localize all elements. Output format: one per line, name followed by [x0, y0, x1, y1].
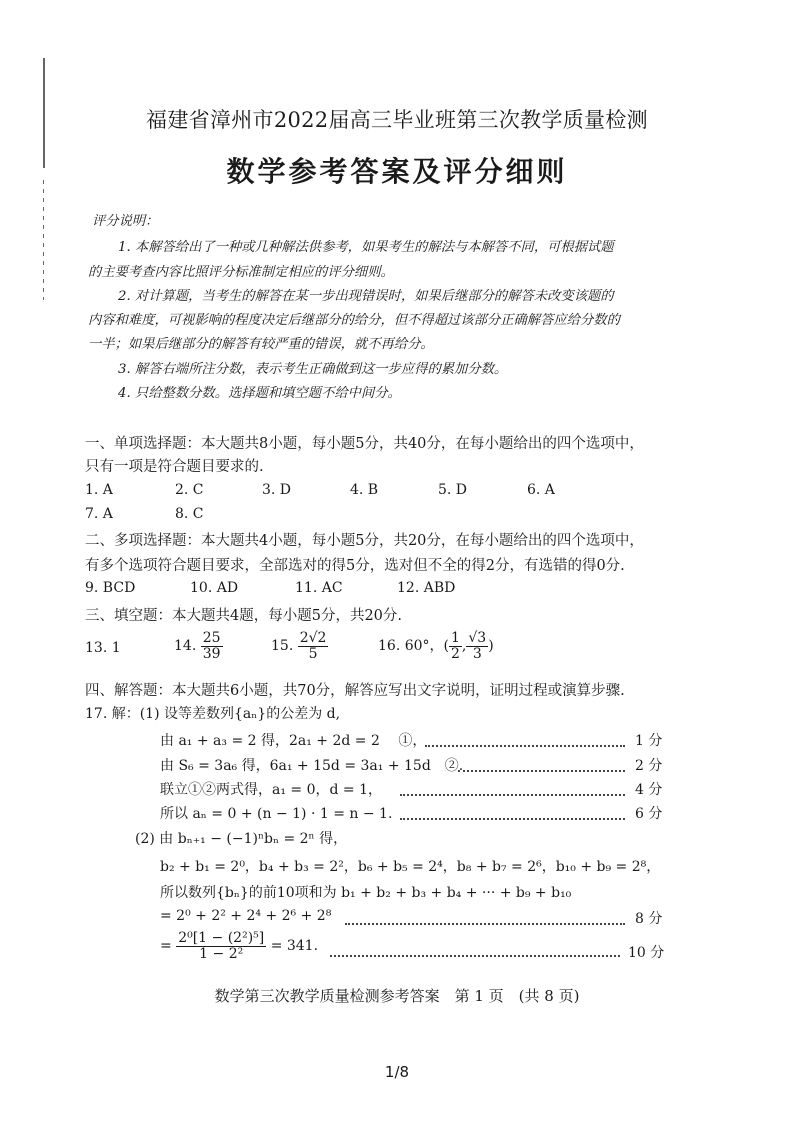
section2-subheading: 有多个选项符合题目要求，全部选对的得5分，选对但不全的得2分，有选错的得0分. — [85, 558, 625, 574]
answer-16-fraction-2 — [466, 631, 488, 661]
page-indicator: 1/8 — [384, 1063, 410, 1081]
note-1b: 的主要考查内容比照评分标准制定相应的评分细则。 — [88, 265, 394, 280]
answer-16-label: 16. 60°， — [378, 638, 444, 655]
answer-14-fraction — [201, 631, 223, 661]
answer-9: 9. BCD — [85, 580, 136, 596]
leader-dots — [400, 818, 625, 820]
answer-8: 8. C — [175, 506, 204, 522]
answer-15 — [271, 631, 328, 661]
answer-4: 4. B — [350, 482, 379, 498]
page-footer: 数学第三次教学质量检测参考答案 第 1 页 (共 8 页) — [214, 987, 580, 1005]
q17-line-10 — [160, 931, 318, 961]
q17-line-6: (2) 由 bₙ₊₁ − (−1)ⁿbₙ = 2ⁿ 得， — [135, 831, 348, 847]
answer-15-fraction — [298, 631, 329, 661]
answer-14 — [174, 631, 223, 661]
answer-14-label: 14. — [174, 638, 197, 655]
q17-line-5: 所以 aₙ = 0 + (n − 1) · 1 = n − 1. — [160, 806, 393, 822]
note-2c: 一半；如果后继部分的解答有较严重的错误，就不再给分。 — [88, 337, 434, 352]
score-3: 4 分 — [635, 782, 663, 798]
note-3: 3. 解答右端所注分数，表示考生正确做到这一步应得的累加分数。 — [118, 362, 508, 377]
answer-5: 5. D — [438, 482, 468, 498]
equals-sign: = — [160, 938, 172, 955]
q17-line-3: 由 S₆ = 3a₆ 得，6a₁ + 15d = 3a₁ + 15d ②. — [160, 758, 464, 774]
answer-11: 11. AC — [295, 580, 343, 596]
answer-10: 10. AD — [190, 580, 239, 596]
note-2a: 2. 对计算题，当考生的解答在某一步出现错误时，如果后继部分的解答未改变该题的 — [118, 289, 614, 304]
fraction-numerator: 25 — [202, 630, 221, 646]
section3-heading: 三、填空题：本大题共4题，每小题5分，共20分. — [85, 608, 403, 624]
score-4: 6 分 — [635, 806, 663, 822]
answer-16-fraction-1 — [449, 631, 462, 661]
document-title: 福建省漳州市2022届高三毕业班第三次教学质量检测 — [146, 108, 648, 132]
q17-line-1: 17. 解：(1) 设等差数列{aₙ}的公差为 d, — [85, 706, 341, 722]
section2-heading: 二、多项选择题：本大题共4小题，每小题5分，共20分，在每小题给出的四个选项中， — [85, 533, 644, 549]
answer-15-label: 15. — [271, 638, 294, 655]
leader-dots — [330, 955, 620, 957]
sum-fraction — [176, 931, 266, 961]
q17-line-2: 由 a₁ + a₃ = 2 得，2a₁ + 2d = 2 ①， — [160, 733, 427, 749]
section1-heading: 一、单项选择题：本大题共8小题，每小题5分，共40分，在每小题给出的四个选项中， — [85, 436, 644, 452]
fraction-numerator: 2√2 — [299, 630, 327, 646]
paren-close: ) — [488, 638, 494, 655]
fraction-denominator: 2 — [451, 645, 460, 662]
answer-13: 13. 1 — [85, 640, 121, 656]
fraction-denominator: 3 — [472, 645, 482, 662]
fraction-denominator: 39 — [202, 645, 221, 662]
q17-line-4: 联立①②两式得，a₁ = 0，d = 1， — [160, 782, 382, 798]
score-1: 1 分 — [635, 733, 663, 749]
answer-3: 3. D — [262, 482, 292, 498]
fraction-numerator: 2⁰[1 − (2²)⁵] — [178, 930, 265, 946]
paren-open: ( — [443, 638, 449, 655]
score-6: 10 分 — [628, 945, 665, 961]
fraction-numerator: 1 — [451, 630, 460, 646]
note-4: 4. 只给整数分数。选择题和填空题不给中间分。 — [118, 386, 401, 401]
q17-line-8: 所以数列{bₙ}的前10项和为 b₁ + b₂ + b₃ + b₄ + ··· + b₉ + b₁₀ — [160, 885, 572, 901]
fraction-numerator: √3 — [468, 630, 487, 646]
score-2: 2 分 — [635, 758, 663, 774]
comma: , — [461, 638, 467, 655]
section4-heading: 四、解答题：本大题共6小题，共70分，解答应写出文字说明，证明过程或演算步骤. — [85, 683, 625, 699]
answer-16 — [378, 631, 494, 661]
note-1a: 1. 本解答给出了一种或几种解法供参考，如果考生的解法与本解答不同，可根据试题 — [118, 240, 614, 255]
answer-12: 12. ABD — [397, 580, 456, 596]
fraction-denominator: 1 − 2² — [199, 945, 244, 962]
answer-6: 6. A — [527, 482, 555, 498]
answer-2: 2. C — [175, 482, 204, 498]
answer-1: 1. A — [85, 482, 113, 498]
q17-line-9: = 2⁰ + 2² + 2⁴ + 2⁶ + 2⁸ — [160, 908, 332, 924]
leader-dots — [425, 745, 625, 747]
note-2b: 内容和难度，可视影响的程度决定后继部分的给分，但不得超过该部分正确解答应给分数的 — [88, 313, 620, 328]
answer-7: 7. A — [85, 506, 113, 522]
notes-heading: 评分说明： — [92, 214, 159, 229]
leader-dots — [400, 794, 625, 796]
scan-edge-dashes — [43, 180, 44, 300]
leader-dots — [458, 770, 625, 772]
score-5: 8 分 — [635, 911, 663, 927]
fraction-denominator: 5 — [308, 645, 318, 662]
section1-subheading: 只有一项是符合题目要求的. — [85, 459, 264, 475]
sum-result: = 341. — [270, 938, 319, 955]
q17-line-7: b₂ + b₁ = 2⁰，b₄ + b₃ = 2²，b₆ + b₅ = 2⁴，b₈ + b₇ = 2⁶，b₁₀ + b₉ = 2⁸， — [160, 859, 661, 875]
leader-dots — [345, 923, 625, 925]
document-subtitle: 数学参考答案及评分细则 — [226, 155, 568, 188]
